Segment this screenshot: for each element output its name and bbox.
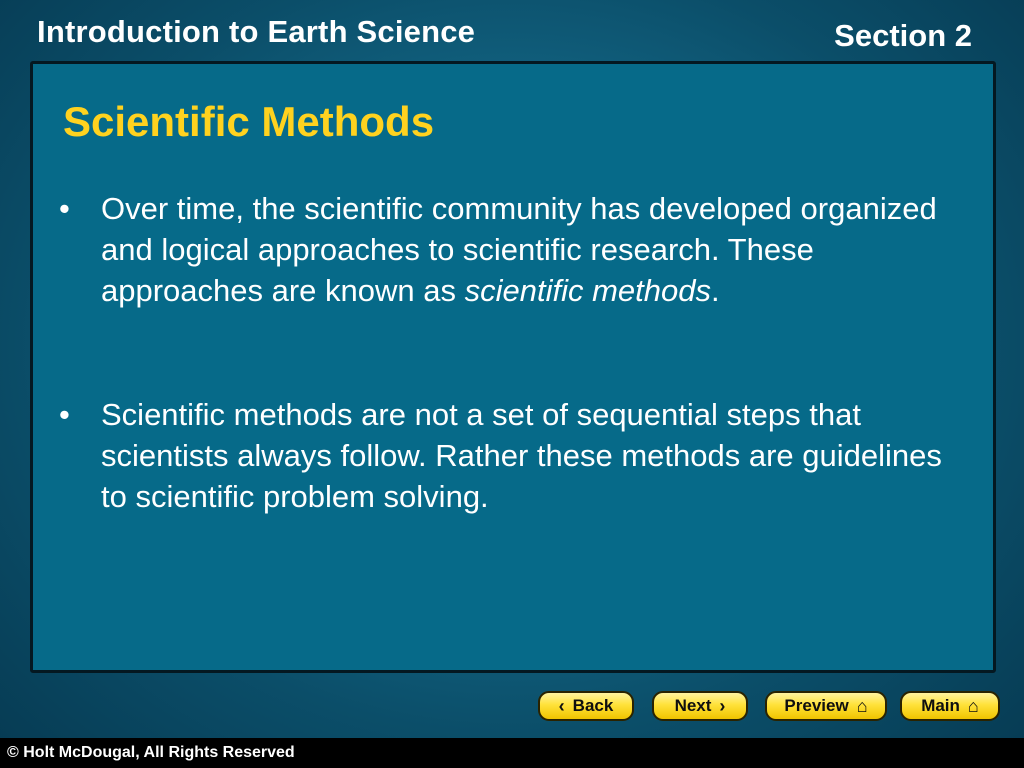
copyright-notice: [7, 744, 295, 762]
back-button-label: Back: [572, 696, 614, 715]
preview-button[interactable]: [765, 691, 887, 721]
back-button[interactable]: [538, 691, 634, 721]
slide-content-panel: [30, 61, 996, 673]
copyright-icon: ©: [7, 744, 19, 761]
bullet-item: [59, 188, 961, 311]
bullet-text: Over time, the scientific community has developed organized and logical approaches to scientific research. These approaches are known as: [101, 191, 937, 308]
preview-button-label: Preview: [784, 696, 849, 715]
chevron-right-icon: ›: [719, 696, 726, 716]
home-icon: ⌂: [967, 696, 979, 716]
presentation-title: Introduction to Earth Science: [37, 14, 476, 49]
bullet-marker: •: [59, 191, 70, 226]
footer-bar: [0, 738, 1024, 768]
chevron-left-icon: ‹: [558, 696, 565, 716]
bullet-marker: •: [59, 397, 70, 432]
next-button[interactable]: [652, 691, 748, 721]
publisher-brand: Holt McDougal: [23, 744, 136, 761]
home-icon: ⌂: [856, 696, 868, 716]
rights-text: , All Rights Reserved: [135, 744, 295, 761]
bullet-text: Scientific methods are not a set of sequential steps that scientists always follow. Rather these methods are guidelines to scientific problem solving.: [101, 397, 942, 514]
slide-heading: Scientific Methods: [63, 98, 435, 145]
main-button-label: Main: [921, 696, 960, 715]
next-button-label: Next: [674, 696, 712, 715]
bullet-item: [59, 394, 961, 517]
main-button[interactable]: [900, 691, 1000, 721]
bullet-punctuation: .: [711, 273, 720, 308]
bullet-emphasis: scientific methods: [464, 273, 712, 308]
section-label: Section 2: [834, 18, 972, 53]
